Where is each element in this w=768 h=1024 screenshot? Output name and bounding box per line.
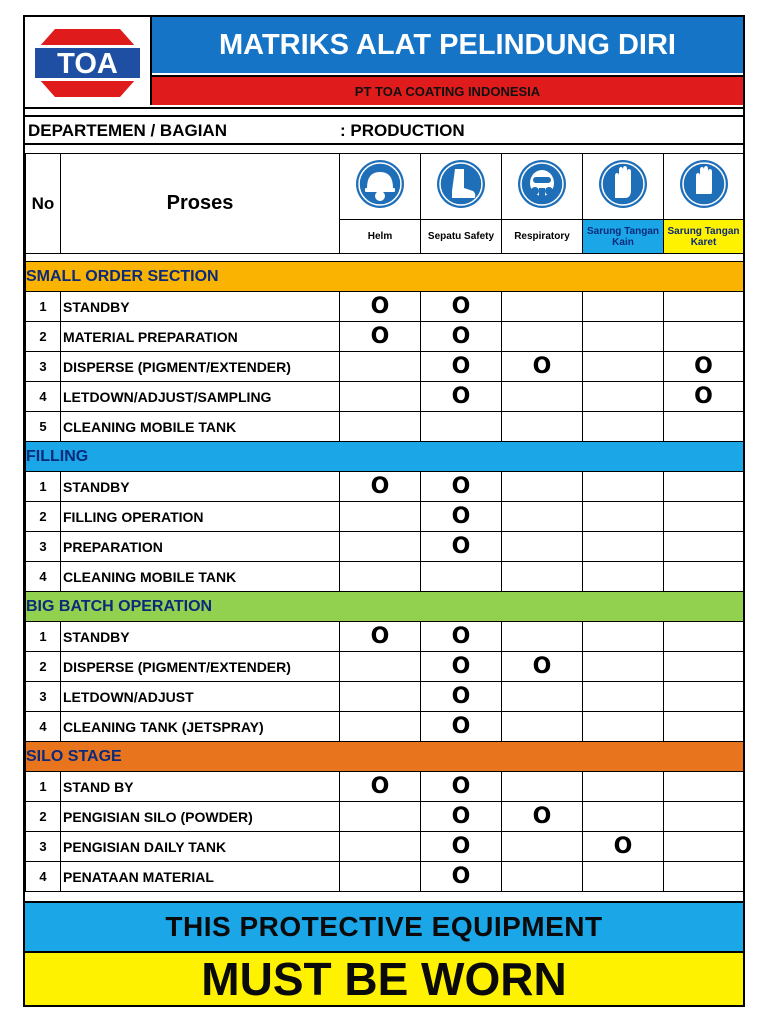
ppe-mark-cell	[664, 292, 744, 322]
ppe-mark-cell: O	[421, 382, 502, 412]
ppe-mark-cell	[502, 532, 583, 562]
table-row	[26, 502, 744, 532]
table-row	[26, 352, 744, 382]
section-header	[26, 442, 744, 472]
process-name: FILLING OPERATION	[61, 502, 340, 532]
cloth-glove-icon	[583, 154, 664, 220]
row-number: 3	[26, 832, 61, 862]
table-row	[26, 832, 744, 862]
ppe-mark-cell	[502, 382, 583, 412]
row-number: 1	[26, 772, 61, 802]
ppe-mark-cell: O	[502, 352, 583, 382]
ppe-mark-cell	[583, 652, 664, 682]
ppe-mark-cell	[583, 712, 664, 742]
toa-logo	[25, 17, 152, 105]
logo-text: TOA	[57, 48, 118, 80]
ppe-mark-cell	[664, 322, 744, 352]
ppe-mark-cell	[502, 622, 583, 652]
ppe-mark-cell	[664, 862, 744, 892]
process-name: STANDBY	[61, 292, 340, 322]
ppe-mark-cell	[583, 532, 664, 562]
row-number: 2	[26, 322, 61, 352]
section-title: SMALL ORDER SECTION	[26, 262, 744, 292]
column-header-proses: Proses	[61, 154, 340, 254]
department-label: DEPARTEMEN / BAGIAN	[28, 121, 227, 140]
row-number: 4	[26, 382, 61, 412]
ppe-mark-cell	[502, 412, 583, 442]
ppe-mark-cell	[664, 712, 744, 742]
ppe-mark-cell	[583, 412, 664, 442]
ppe-mark-cell	[421, 562, 502, 592]
table-row	[26, 412, 744, 442]
ppe-mark-cell	[340, 562, 421, 592]
ppe-mark-cell: O	[421, 532, 502, 562]
footer-line-1: THIS PROTECTIVE EQUIPMENT	[25, 901, 743, 951]
ppe-mark-cell	[664, 772, 744, 802]
table-row	[26, 532, 744, 562]
table-row	[26, 472, 744, 502]
table-row	[26, 682, 744, 712]
row-number: 1	[26, 472, 61, 502]
ppe-mark-cell	[340, 862, 421, 892]
ppe-mark-cell: O	[340, 322, 421, 352]
ppe-mark-cell	[421, 412, 502, 442]
process-name: STANDBY	[61, 622, 340, 652]
equipment-label-sepatu: Sepatu Safety	[421, 220, 502, 254]
equipment-label-sarung-kain: Sarung Tangan Kain	[583, 220, 664, 254]
ppe-mark-cell	[664, 832, 744, 862]
ppe-mark-cell	[583, 622, 664, 652]
table-row	[26, 652, 744, 682]
ppe-mark-cell	[340, 832, 421, 862]
ppe-mark-cell	[340, 532, 421, 562]
ppe-mark-cell	[583, 772, 664, 802]
ppe-mark-cell: O	[421, 652, 502, 682]
ppe-mark-cell	[502, 772, 583, 802]
row-number: 3	[26, 532, 61, 562]
ppe-mark-cell: O	[421, 322, 502, 352]
table-row	[26, 322, 744, 352]
table-row	[26, 562, 744, 592]
equipment-label-helm: Helm	[340, 220, 421, 254]
ppe-mark-cell	[340, 382, 421, 412]
ppe-mark-cell	[502, 712, 583, 742]
ppe-mark-cell	[664, 502, 744, 532]
table-row	[26, 382, 744, 412]
ppe-mark-cell	[340, 802, 421, 832]
ppe-mark-cell	[583, 292, 664, 322]
ppe-mark-cell	[583, 352, 664, 382]
process-name: PENGISIAN SILO (POWDER)	[61, 802, 340, 832]
toa-logo-graphic	[25, 17, 150, 105]
row-number: 5	[26, 412, 61, 442]
row-number: 3	[26, 682, 61, 712]
row-number: 4	[26, 562, 61, 592]
process-name: PENGISIAN DAILY TANK	[61, 832, 340, 862]
ppe-mark-cell: O	[421, 712, 502, 742]
table-row	[26, 772, 744, 802]
ppe-mark-cell: O	[583, 832, 664, 862]
footer-line-2: MUST BE WORN	[25, 951, 743, 1005]
ppe-mark-cell	[502, 562, 583, 592]
helmet-icon	[340, 154, 421, 220]
ppe-mark-cell	[664, 802, 744, 832]
section-header	[26, 592, 744, 622]
ppe-mark-cell	[664, 472, 744, 502]
ppe-mark-cell	[340, 502, 421, 532]
equipment-label-respiratory: Respiratory	[502, 220, 583, 254]
ppe-mark-cell	[583, 562, 664, 592]
ppe-mark-cell: O	[502, 802, 583, 832]
process-name: CLEANING MOBILE TANK	[61, 562, 340, 592]
respirator-icon	[502, 154, 583, 220]
ppe-mark-cell	[664, 562, 744, 592]
ppe-mark-cell	[340, 352, 421, 382]
ppe-mark-cell	[340, 712, 421, 742]
row-number: 4	[26, 862, 61, 892]
ppe-mark-cell	[340, 412, 421, 442]
section-header	[26, 262, 744, 292]
process-name: STAND BY	[61, 772, 340, 802]
process-name: DISPERSE (PIGMENT/EXTENDER)	[61, 352, 340, 382]
ppe-mark-cell: O	[340, 292, 421, 322]
process-name: MATERIAL PREPARATION	[61, 322, 340, 352]
department-row	[25, 115, 743, 145]
ppe-mark-cell: O	[340, 472, 421, 502]
ppe-mark-cell	[502, 292, 583, 322]
ppe-mark-cell	[664, 412, 744, 442]
ppe-mark-cell: O	[421, 352, 502, 382]
rubber-glove-icon	[664, 154, 744, 220]
ppe-mark-cell: O	[502, 652, 583, 682]
ppe-mark-cell	[583, 682, 664, 712]
process-name: LETDOWN/ADJUST/SAMPLING	[61, 382, 340, 412]
ppe-mark-cell	[583, 472, 664, 502]
ppe-mark-cell	[502, 472, 583, 502]
ppe-mark-cell: O	[340, 622, 421, 652]
row-number: 1	[26, 292, 61, 322]
ppe-mark-cell	[502, 502, 583, 532]
ppe-mark-cell: O	[664, 352, 744, 382]
table-header-icons	[26, 154, 744, 220]
process-name: PENATAAN MATERIAL	[61, 862, 340, 892]
ppe-mark-cell	[583, 862, 664, 892]
process-name: PREPARATION	[61, 532, 340, 562]
equipment-label-sarung-karet: Sarung Tangan Karet	[664, 220, 744, 254]
ppe-mark-cell: O	[421, 772, 502, 802]
table-row	[26, 292, 744, 322]
process-name: DISPERSE (PIGMENT/EXTENDER)	[61, 652, 340, 682]
row-number: 1	[26, 622, 61, 652]
ppe-mark-cell	[664, 682, 744, 712]
row-number: 2	[26, 652, 61, 682]
ppe-mark-cell	[664, 622, 744, 652]
section-title: BIG BATCH OPERATION	[26, 592, 744, 622]
ppe-mark-cell: O	[664, 382, 744, 412]
table-row	[26, 802, 744, 832]
ppe-mark-cell	[583, 382, 664, 412]
ppe-mark-cell	[664, 652, 744, 682]
process-name: STANDBY	[61, 472, 340, 502]
process-name: CLEANING MOBILE TANK	[61, 412, 340, 442]
ppe-mark-cell: O	[421, 622, 502, 652]
table-row	[26, 712, 744, 742]
ppe-mark-cell	[583, 322, 664, 352]
page-title: MATRIKS ALAT PELINDUNG DIRI	[152, 17, 743, 73]
row-number: 2	[26, 502, 61, 532]
ppe-mark-cell: O	[421, 292, 502, 322]
department-value: : PRODUCTION	[340, 121, 465, 140]
ppe-mark-cell	[664, 532, 744, 562]
header	[25, 17, 743, 109]
ppe-mark-cell: O	[340, 772, 421, 802]
row-number: 3	[26, 352, 61, 382]
ppe-mark-cell	[583, 802, 664, 832]
ppe-mark-cell	[502, 322, 583, 352]
ppe-mark-cell: O	[421, 502, 502, 532]
ppe-mark-cell	[502, 832, 583, 862]
ppe-mark-cell	[502, 862, 583, 892]
ppe-mark-cell: O	[421, 862, 502, 892]
ppe-mark-cell: O	[421, 682, 502, 712]
section-title: FILLING	[26, 442, 744, 472]
ppe-mark-cell	[340, 682, 421, 712]
section-title: SILO STAGE	[26, 742, 744, 772]
table-row	[26, 622, 744, 652]
section-header	[26, 742, 744, 772]
row-number: 4	[26, 712, 61, 742]
ppe-mark-cell	[340, 652, 421, 682]
process-name: LETDOWN/ADJUST	[61, 682, 340, 712]
ppe-mark-cell: O	[421, 832, 502, 862]
ppe-mark-cell: O	[421, 472, 502, 502]
company-name: PT TOA COATING INDONESIA	[152, 75, 743, 105]
process-name: CLEANING TANK (JETSPRAY)	[61, 712, 340, 742]
ppe-mark-cell	[502, 682, 583, 712]
ppe-matrix-sheet	[23, 15, 745, 1007]
ppe-table	[25, 153, 744, 892]
ppe-mark-cell: O	[421, 802, 502, 832]
safety-boot-icon	[421, 154, 502, 220]
row-number: 2	[26, 802, 61, 832]
column-header-no: No	[26, 154, 61, 254]
ppe-mark-cell	[583, 502, 664, 532]
table-row	[26, 862, 744, 892]
header-separator	[26, 254, 744, 262]
